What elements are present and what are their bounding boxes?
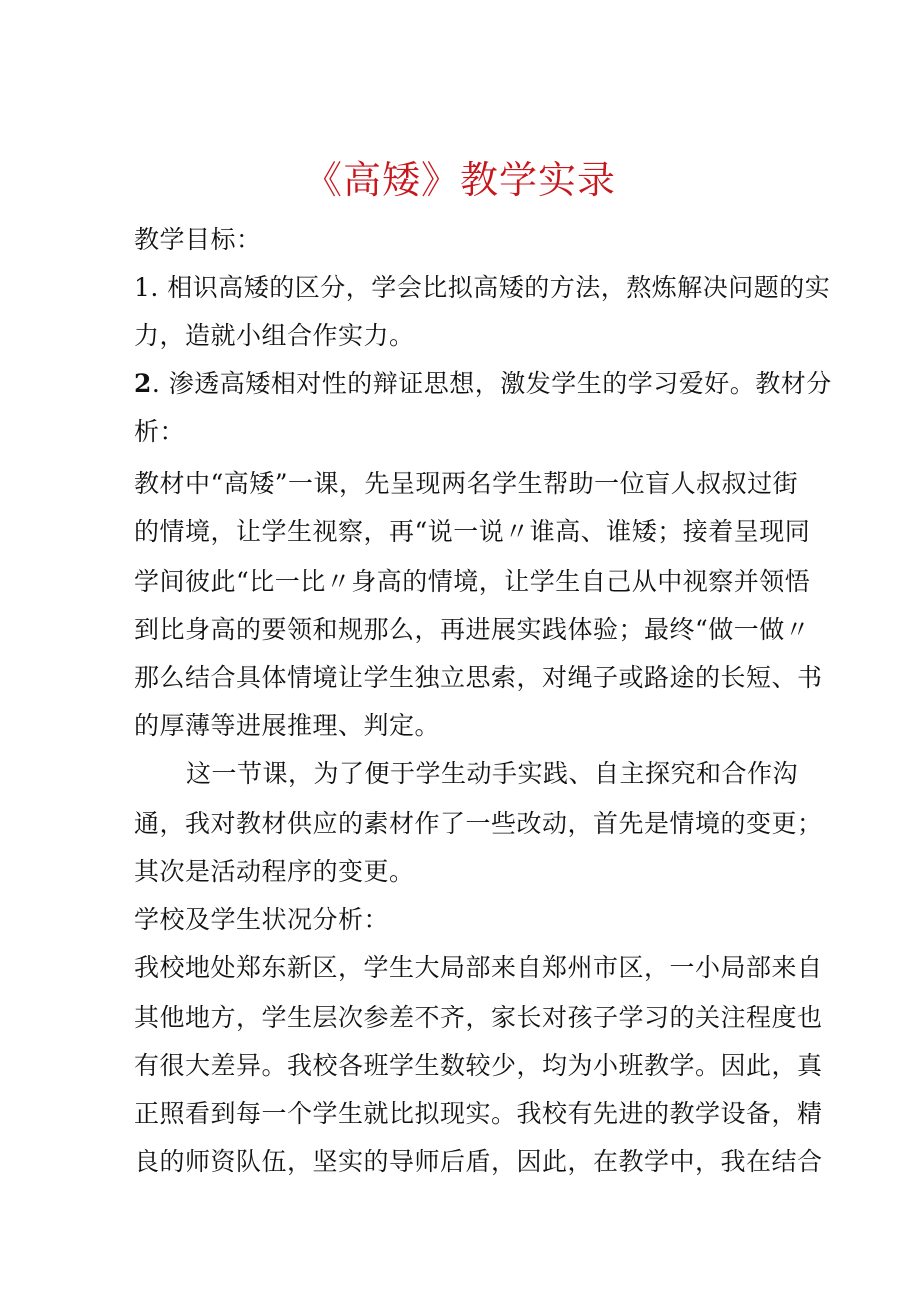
section-heading-school: 学校及学生状况分析： — [134, 905, 390, 934]
paragraph-line: 到比身高的要领和规那么，再进展实践体验；最终“做一做〃 — [134, 615, 811, 644]
paragraph-line: 学间彼此“比一比〃身高的情境，让学生自己从中视察并领悟 — [134, 567, 811, 596]
paragraph-line: 良的师资队伍，坚实的导师后盾，因此，在教学中，我在结合 — [134, 1147, 823, 1176]
paragraph-line: 我校地处郑东新区，学生大局部来自郑州市区，一小局部来自 — [134, 953, 823, 982]
paragraph-line: 其他地方，学生层次参差不齐，家长对孩子学习的关注程度也 — [134, 1003, 823, 1032]
goal-2-number: 2 — [134, 369, 152, 398]
goal-1-line-1: 1. 相识高矮的区分，学会比拟高矮的方法，熬炼解决问题的实 — [134, 273, 831, 302]
paragraph-line: 有很大差异。我校各班学生数较少，均为小班教学。因此，真 — [134, 1051, 823, 1080]
paragraph-line: 的厚薄等进展推理、判定。 — [134, 711, 441, 740]
paragraph-line: 通，我对教材供应的素材作了一些改动，首先是情境的变更； — [134, 809, 823, 838]
paragraph-line: 教材中“高矮”一课，先呈现两名学生帮助一位盲人叔叔过街 — [134, 469, 799, 498]
document-title: 《高矮》教学实录 — [303, 158, 616, 202]
paragraph-line: 那么结合具体情境让学生独立思索，对绳子或路途的长短、书 — [134, 663, 823, 692]
paragraph-line: 的情境，让学生视察，再“说一说〃谁高、谁矮；接着呈现同 — [134, 517, 811, 546]
goal-1-line-2: 力，造就小组合作实力。 — [134, 321, 415, 350]
section-heading-goals: 教学目标： — [134, 225, 262, 254]
paragraph-line: 其次是活动程序的变更。 — [134, 857, 415, 886]
goal-2-line-2: 析： — [134, 417, 186, 446]
paragraph-line: 正照看到每一个学生就比拟现实。我校有先进的教学设备，精 — [134, 1099, 823, 1128]
paragraph-line-indented: 这一节课，为了便于学生动手实践、自主探究和合作沟 — [186, 759, 799, 788]
goal-2-line-1 — [134, 368, 832, 400]
goal-2-text: . 渗透高矮相对性的辩证思想，激发学生的学习爱好。教材分 — [151, 369, 832, 398]
